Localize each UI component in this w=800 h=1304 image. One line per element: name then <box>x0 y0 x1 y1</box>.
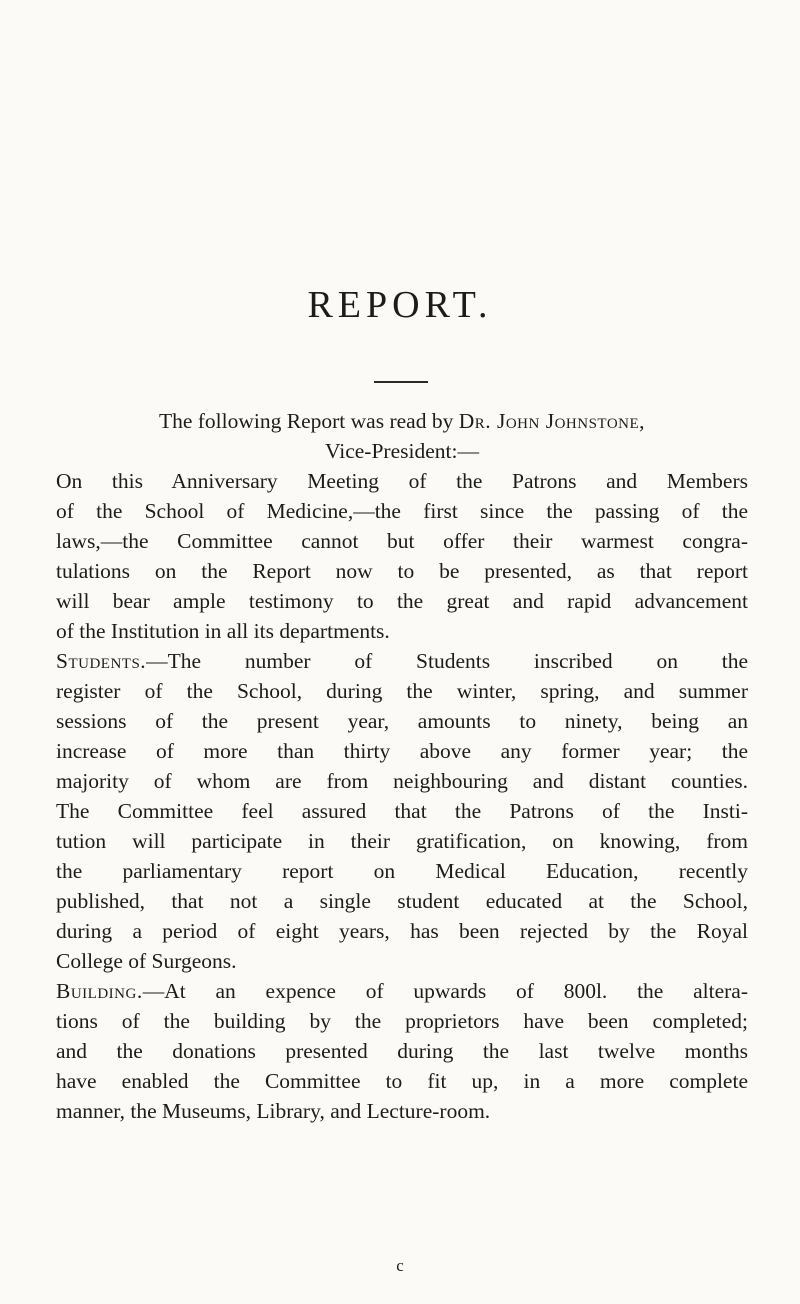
paragraph-line: have enabled the Committee to fit up, in a more complete <box>56 1069 748 1093</box>
paragraph-opening <box>56 466 748 646</box>
paragraph-line: tulations on the Report now to be presented, as that report <box>56 559 748 583</box>
paragraph-line: tions of the building by the proprietors have been completed; <box>56 1009 748 1033</box>
intro-line-2: Vice-President:— <box>325 439 479 463</box>
paragraph-line: laws,—the Committee cannot but offer their warmest congra- <box>56 529 748 553</box>
paragraph-line: majority of whom are from neighbouring and distant counties. <box>56 769 748 793</box>
paragraph-line-rest: —At an expence of upwards of 800l. the altera- <box>142 979 748 1003</box>
paragraph-line: the parliamentary report on Medical Education, recently <box>56 859 748 883</box>
paragraph-line: tution will participate in their gratification, on knowing, from <box>56 829 748 853</box>
paragraph-building <box>56 976 748 1126</box>
paragraph-students <box>56 646 748 976</box>
section-lead-building: Building. <box>56 979 143 1003</box>
paragraph-line: manner, the Museums, Library, and Lecture-room. <box>56 1099 491 1123</box>
section-lead-students: Students. <box>56 649 147 673</box>
paragraph-line: of the Institution in all its departments. <box>56 619 390 643</box>
intro-text <box>56 406 748 466</box>
page-title: REPORT. <box>307 284 493 326</box>
paragraph-line: The Committee feel assured that the Patrons of the Insti- <box>56 799 748 823</box>
intro-prefix: The following Report was read by <box>158 409 459 433</box>
paragraph-line: of the School of Medicine,—the first since the passing of the <box>56 499 748 523</box>
paragraph-line-rest: —The number of Students inscribed on the <box>146 649 748 673</box>
paragraph-line: published, that not a single student educated at the School, <box>56 889 748 913</box>
paragraph-line: and the donations presented during the last twelve months <box>56 1039 748 1063</box>
paragraph-line: College of Surgeons. <box>56 949 237 973</box>
paragraph-line: will bear ample testimony to the great and rapid advancement <box>56 589 748 613</box>
paragraph-line: On this Anniversary Meeting of the Patrons and Members <box>56 469 748 493</box>
signature-mark: c <box>396 1256 404 1275</box>
title-divider <box>374 381 428 383</box>
paragraph-line: register of the School, during the winter, spring, and summer <box>56 679 748 703</box>
paragraph-line: during a period of eight years, has been rejected by the Royal <box>56 919 748 943</box>
paragraph-line: increase of more than thirty above any former year; the <box>56 739 748 763</box>
paragraph-line-first <box>56 976 748 1006</box>
paragraph-line-first <box>56 646 748 676</box>
intro-line-1 <box>56 406 748 436</box>
paragraph-line: sessions of the present year, amounts to ninety, being an <box>56 709 748 733</box>
speaker-name: Dr. John Johnstone, <box>458 409 646 433</box>
